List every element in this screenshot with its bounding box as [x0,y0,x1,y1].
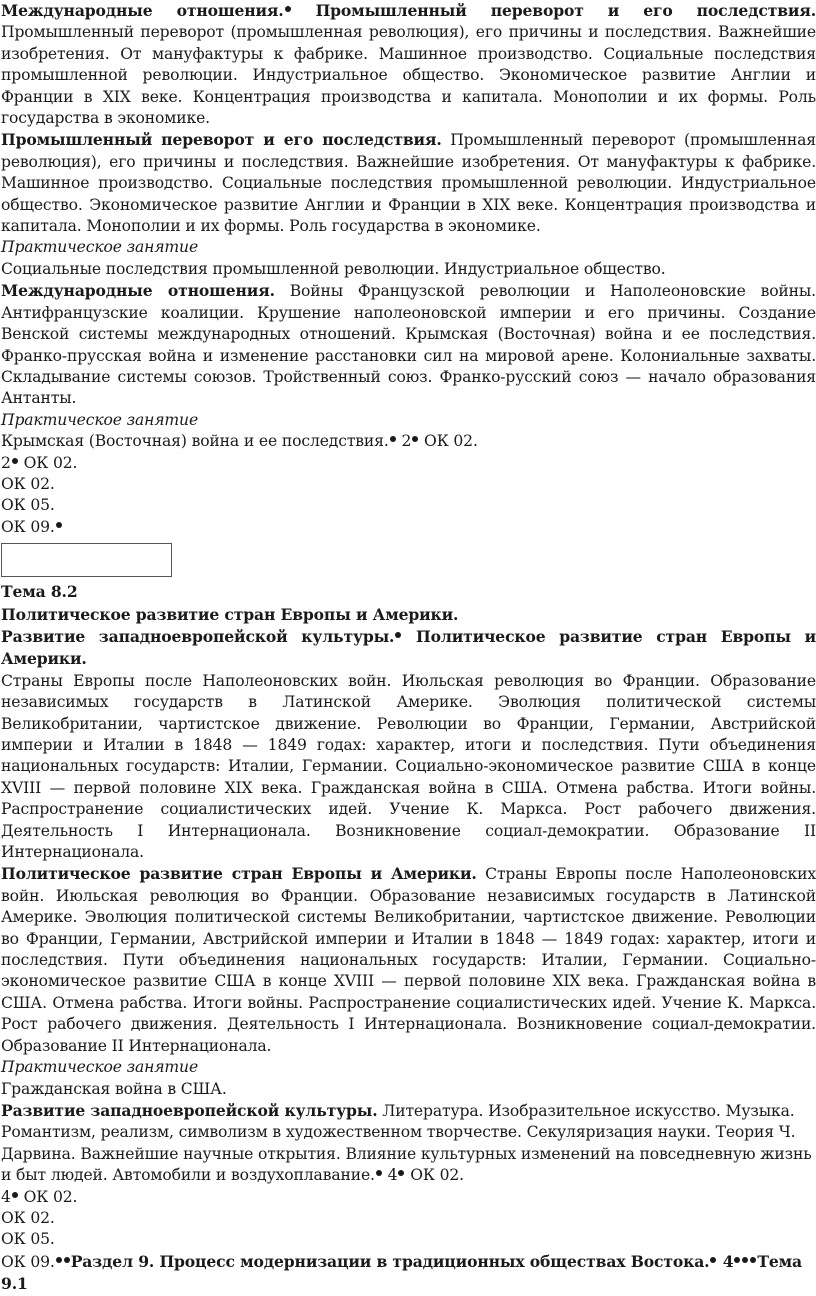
bold-heading-text: 4 [717,1251,734,1271]
paragraph [1,1251,816,1296]
body-text: Литература. Изобразительное искусство. Музыка. Романтизм, реализм, символизм в художественном творчестве. Секуляризация науки. Теория Ч. Дарвина. Важнейшие научные открытия. Влияние культурных изменений на повседневную жизнь и быт людей. Автомобили и воздухоплавание. [1,1101,812,1185]
body-text: Войны Французской революции и Наполеоновские войны. Антифранцузские коалиции. Крушение наполеоновской империи и его причины. Создание Венской системы международных отношений. Крымская (Восточная) война и ее последствия. Франко-прусская война и изменение расстановки сил на мировой арене. Колониальные захваты. Складывание системы союзов. Тройственный союз. Франко-русский союз — начало образования Антанты. [1,282,816,408]
paragraph [1,1208,816,1229]
body-text: Социальные последствия промышленной революции. Индустриальное общество. [1,259,666,278]
bold-heading-text: Международные отношения. [1,281,275,301]
paragraph [1,626,816,671]
bullet-dot-icon [12,458,18,464]
italic-label-text: Практическое занятие [1,1058,199,1077]
body-text: ОК 02. [405,1166,464,1185]
bold-heading-text: Политическое развитие стран Европы и Америки. [1,864,477,884]
bullet-dot-icon [398,1170,404,1176]
paragraph [1,1100,816,1187]
italic-label-text: Практическое занятие [1,410,199,429]
paragraph [1,1187,816,1208]
paragraph [1,237,816,258]
bold-heading-text: Международные отношения. [1,1,284,20]
bold-heading-text: Раздел 9. Процесс модернизации в традиционных обществах Востока. [70,1251,710,1271]
paragraph [1,1229,816,1250]
bold-heading-text: Развитие западноевропейской культуры. [1,1100,378,1120]
bullet-dot-icon [64,1257,70,1263]
body-text: Страны Европы после Наполеоновских войн. Июльская революция во Франции. Образование независимых государств в Латинской Америке. Эволюция политической системы Великобритании, чартистское движение. Революции во Франции, Германии, Австрийской империи и Италии в 1848 — 1849 годах: характер, итоги и последствия. Пути объединения национальных государств: Италии, Германии. Социально-экономическое развитие США в конце XVIII — первой половине XIX века. Гражданская война в США. Отмена рабства. Итоги войны. Распространение социалистических идей. Учение К. Маркса. Рост рабочего движения. Деятельность I Интернационала. Возникновение социал-демократии. Образование II Интернационала. [1,865,816,1055]
body-text: ОК 02. [1,1208,55,1227]
body-text: Крымская (Восточная) война и ее последствия. [1,432,389,451]
bullet-dot-icon [395,632,401,638]
italic-label-text: Практическое занятие [1,238,199,257]
body-text: ОК 02. [1,474,55,493]
bullet-dot-icon [56,522,62,528]
bold-heading-text: Промышленный переворот и его последствия. [291,1,816,20]
bullet-dot-icon [56,1257,62,1263]
bold-heading-text: Тема 8.2 [1,582,78,602]
paragraph [1,581,816,603]
body-text: 2 [396,432,412,451]
paragraph [1,0,816,129]
bold-heading-text: Тема 9.1 [1,1251,802,1294]
body-text: 2 [1,453,11,472]
bullet-dot-icon [390,436,396,442]
body-text: 4 [1,1187,11,1206]
bold-heading-text: Политическое развитие стран Европы и Америки. [1,604,459,624]
body-text: ОК 09. [1,1252,55,1271]
paragraph [1,671,816,864]
paragraph [1,280,816,409]
paragraph [1,453,816,474]
body-text: ОК 02. [419,432,478,451]
body-text: Гражданская война в США. [1,1079,227,1098]
bullet-dot-icon [376,1170,382,1176]
bullet-dot-icon [285,6,291,12]
paragraph [1,259,816,280]
bold-heading-text: Промышленный переворот и его последствия. [1,130,442,150]
body-text: Промышленный переворот (промышленная революция), его причины и последствия. Важнейшие изобретения. От мануфактуры к фабрике. Машинное производство. Социальные последствия промышленной революции. Индустриальное общество. Экономическое развитие Англии и Франции в XIX веке. Концентрация производства и капитала. Монополии и их формы. Роль государства в экономике. [1,131,816,236]
body-text: ОК 02. [18,453,78,472]
bold-heading-text: Политическое развитие стран Европы и Америки. [1,626,816,669]
body-text: Промышленный переворот (промышленная революция), его причины и последствия. Важнейшие изобретения. От мануфактуры к фабрике. Машинное производство. Социальные последствия промышленной революции. Индустриальное общество. Экономическое развитие Англии и Франции в XIX веке. Концентрация производства и капитала. Монополии и их формы. Роль государства в экономике. [1,23,816,128]
paragraph [1,495,816,516]
paragraph [1,604,816,626]
paragraph [1,517,816,538]
empty-frame [1,543,172,577]
bullet-dot-icon [742,1257,748,1263]
body-text: Страны Европы после Наполеоновских войн. Июльская революция во Франции. Образование независимых государств в Латинской Америке. Эволюция политической системы Великобритании, чартистское движение. Революции во Франции, Германии, Австрийской империи и Италии в 1848 — 1849 годах: характер, итоги и последствия. Пути объединения национальных государств: Италии, Германии. Социально-экономическое развитие США в конце XVIII — первой половине XIX века. Гражданская война в США. Отмена рабства. Итоги войны. Распространение социалистических идей. Учение К. Маркса. Рост рабочего движения. Деятельность I Интернационала. Возникновение социал-демократии. Образование II Интернационала. [1,671,816,862]
body-text: ОК 02. [18,1187,78,1206]
bullet-dot-icon [12,1192,18,1198]
paragraph [1,1079,816,1100]
paragraph [1,129,816,237]
paragraph [1,474,816,495]
body-text: ОК 05. [1,496,55,515]
body-text: ОК 05. [1,1230,55,1249]
bullet-dot-icon [412,436,418,442]
body-text: 4 [382,1166,398,1185]
bullet-dot-icon [710,1257,716,1263]
paragraph [1,863,816,1057]
paragraph [1,431,816,452]
bullet-dot-icon [734,1257,740,1263]
bold-heading-text: Развитие западноевропейской культуры. [1,626,395,646]
body-text: ОК 09. [1,517,55,536]
paragraph [1,410,816,431]
bullet-dot-icon [750,1257,756,1263]
paragraph [1,1057,816,1078]
